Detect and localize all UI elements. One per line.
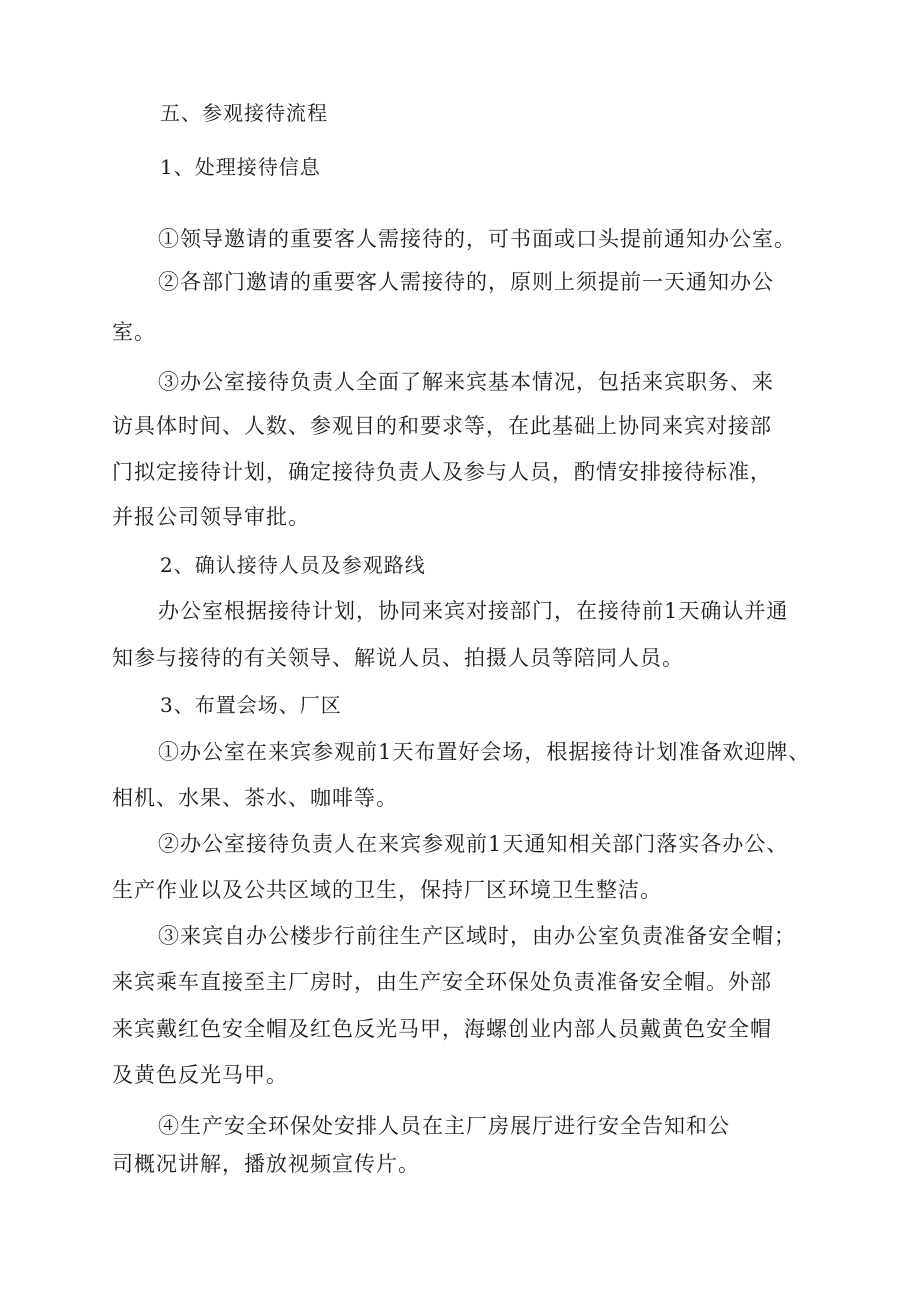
s3-item-3-line-4: 及黄色反光马甲。 [112, 1063, 288, 1087]
s1-item-3-line-3: 门拟定接待计划，确定接待负责人及参与人员，酌情安排接待标准， [112, 460, 772, 484]
s3-item-3-line-1: ③来宾自办公楼步行前往生产区域时，由办公室负责准备安全帽； [158, 924, 796, 948]
s3-item-1-line-2: 相机、水果、茶水、咖啡等。 [112, 786, 398, 810]
s3-item-2-line-2: 生产作业以及公共区域的卫生，保持厂区环境卫生整洁。 [112, 878, 662, 902]
s3-item-3-line-2: 来宾乘车直接至主厂房时，由生产安全环保处负责准备安全帽。外部 [112, 970, 772, 994]
s1-item-3-line-1: ③办公室接待负责人全面了解来宾基本情况，包括来宾职务、来 [158, 370, 774, 394]
s2-para-line-1: 办公室根据接待计划，协同来宾对接部门，在接待前1天确认并通 [158, 599, 789, 623]
s1-item-2-line-1: ②各部门邀请的重要客人需接待的，原则上须提前一天通知办公 [158, 270, 774, 294]
s3-item-4-line-1: ④生产安全环保处安排人员在主厂房展厅进行安全告知和公 [158, 1114, 730, 1138]
s1-item-3-line-4: 并报公司领导审批。 [112, 505, 310, 529]
s1-item-1: ①领导邀请的重要客人需接待的，可书面或口头提前通知办公室。 [158, 227, 796, 251]
section-title: 五、参观接待流程 [160, 101, 328, 125]
s3-item-2-line-1: ②办公室接待负责人在来宾参观前1天通知相关部门落实各办公、 [158, 832, 789, 856]
s3-item-3-line-3: 来宾戴红色安全帽及红色反光马甲，海螺创业内部人员戴黄色安全帽 [112, 1017, 772, 1041]
s3-item-4-line-2: 司概况讲解，播放视频宣传片。 [112, 1152, 420, 1176]
s1-item-3-line-2: 访具体时间、人数、参观目的和要求等，在此基础上协同来宾对接部 [112, 414, 772, 438]
subsection-1-title: 1、处理接待信息 [160, 155, 321, 179]
subsection-3-title: 3、布置会场、厂区 [160, 693, 342, 717]
s1-item-2-line-2: 室。 [112, 320, 156, 344]
s3-item-1-line-1: ①办公室在来宾参观前1天布置好会场，根据接待计划准备欢迎牌、 [158, 740, 811, 764]
subsection-2-title: 2、确认接待人员及参观路线 [160, 553, 426, 577]
s2-para-line-2: 知参与接待的有关领导、解说人员、拍摄人员等陪同人员。 [112, 646, 684, 670]
